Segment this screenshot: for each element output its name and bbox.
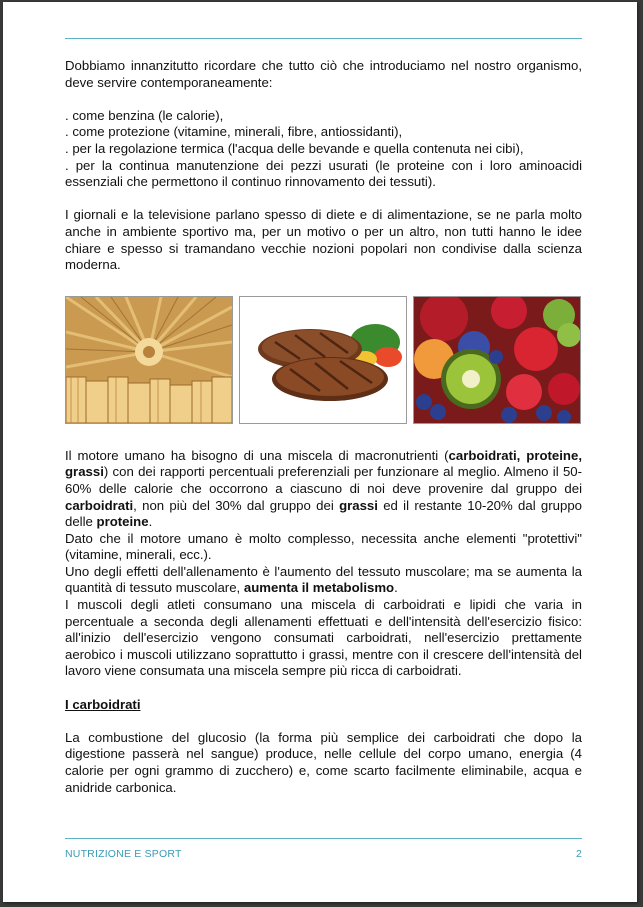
page-number: 2 bbox=[575, 848, 582, 860]
protective-paragraph: Dato che il motore umano è molto complesso, necessita anche elementi "protettivi" (vitamine, minerali, ecc.). bbox=[65, 530, 582, 563]
metabolism-paragraph bbox=[65, 564, 582, 597]
list-item: . come protezione (vitamine, minerali, fibre, antiossidanti), bbox=[65, 124, 403, 140]
document-page bbox=[3, 2, 637, 902]
intro-paragraph: Dobbiamo innanzitutto ricordare che tutto ciò che introduciamo nel nostro organismo, deve servire contemporaneamente: bbox=[65, 58, 582, 90]
page-content bbox=[65, 58, 582, 796]
list-item: . per la regolazione termica (l'acqua delle bevande e quella contenuta nei cibi), bbox=[65, 140, 524, 156]
text-run: Il motore umano ha bisogno di una miscela di macronutrienti ( bbox=[65, 447, 449, 463]
list-item: . per la continua manutenzione dei pezzi usurati (le proteine con i loro aminoacidi essenziali che permettono il continuo rinnovamento dei tessuti). bbox=[65, 157, 582, 190]
bold-run: carboidrati bbox=[65, 497, 134, 513]
bold-run: grassi bbox=[339, 497, 378, 513]
page-footer bbox=[65, 848, 582, 860]
bold-run: proteine bbox=[96, 514, 149, 530]
text-run: . bbox=[148, 514, 153, 530]
section-paragraph: La combustione del glucosio (la forma più semplice dei carboidrati che dopo la digestione passerà nel sangue) produce, nelle cellule del corpo umano, energia (4 calorie per ogni grammo di zucchero) e, come scarto facilmente eliminabile, acqua e anidride carbonica. bbox=[65, 729, 582, 795]
section-heading: I carboidrati bbox=[65, 696, 141, 712]
fruit-photo bbox=[413, 296, 581, 424]
bold-run: aumenta il metabolismo bbox=[243, 580, 395, 596]
bold-run: carboidrati, proteine, grassi bbox=[65, 447, 582, 480]
list-item: . come benzina (le calorie), bbox=[65, 107, 224, 123]
text-run: ) con dei rapporti percentuali preferenziali per funzionare al meglio. Almeno il 50-60% delle calorie che occorrono a ciascuno di noi deve provenire dal gruppo dei bbox=[65, 464, 582, 496]
text-run: ed il restante 10-20% dal gruppo delle bbox=[65, 497, 582, 530]
muscles-paragraph: I muscoli degli atleti consumano una miscela di carboidrati e lipidi che varia in percentuale a seconda degli allenamenti effettuati e dell'intensità dell'esercizio fisico: all'inizio dell'esercizio vengono consumati carboidrati, nell'esercizio prettamente aerobico i muscoli utilizzano soprattutto i grassi, mentre con il crescere dell'intensità del lavoro viene consumata una miscela sempre più ricca di carboidrati. bbox=[65, 597, 582, 679]
intro-paragraph-2: I giornali e la televisione parlano spesso di diete e di alimentazione, se ne parla molto anche in ambiente sportivo ma, per un motivo o per un altro, non tutti hanno le idee chiare e spesso si tramandano vecchie nozioni popolari non condivise dalla scienza moderna. bbox=[65, 207, 582, 273]
header-rule bbox=[65, 38, 582, 39]
text-run: , non più del 30% dal gruppo dei bbox=[133, 497, 340, 513]
footer-rule bbox=[65, 838, 582, 839]
text-run: . bbox=[394, 580, 398, 596]
footer-title: NUTRIZIONE E SPORT bbox=[65, 848, 182, 860]
pasta-photo bbox=[65, 296, 233, 424]
text-run: Uno degli effetti dell'allenamento è l'aumento del tessuto muscolare; ma se aumenta la quantità di tessuto muscolare, bbox=[65, 563, 582, 596]
photo-strip bbox=[65, 296, 582, 424]
steak-photo bbox=[239, 296, 407, 424]
macronutrients-paragraph bbox=[65, 448, 582, 531]
